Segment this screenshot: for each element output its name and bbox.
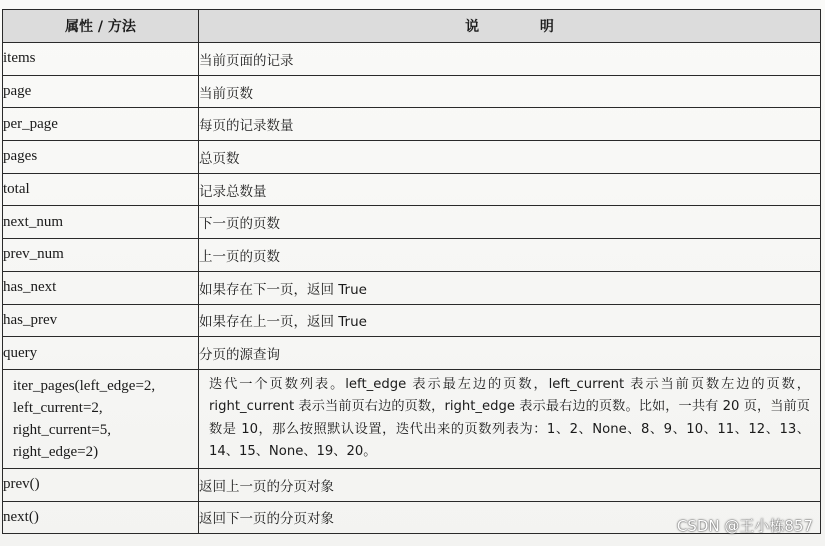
table-row bbox=[3, 43, 821, 76]
row-description: 上一页的页数 bbox=[199, 239, 821, 272]
table-row bbox=[3, 108, 821, 141]
row-description: 如果存在上一页，返回 True bbox=[199, 304, 821, 337]
row-description: 下一页的页数 bbox=[199, 206, 821, 239]
row-property: page bbox=[3, 75, 199, 108]
row-description: 如果存在下一页，返回 True bbox=[199, 271, 821, 304]
table-row bbox=[3, 206, 821, 239]
header-description: 说 明 bbox=[199, 10, 821, 43]
table-header-row bbox=[3, 10, 821, 43]
table-row bbox=[3, 468, 821, 501]
table-row bbox=[3, 304, 821, 337]
row-property: has_prev bbox=[3, 304, 199, 337]
row-property: per_page bbox=[3, 108, 199, 141]
row-property: next() bbox=[3, 501, 199, 534]
row-description: 当前页数 bbox=[199, 75, 821, 108]
table-row bbox=[3, 173, 821, 206]
table-row bbox=[3, 271, 821, 304]
row-description: 迭代一个页数列表。left_edge 表示最左边的页数，left_current 表示当前页数左边的页数，right_current 表示当前页右边的页数，right_edge 表示最右边的页数。比如，一共有 20 页，当前页数是 10，那么按照默认设置，迭代出来的页数列表为：1、2、None、8、9、10、11、12、13、14、15、None、19、20。 bbox=[199, 369, 821, 468]
csdn-watermark: CSDN @王小栋857 bbox=[676, 517, 813, 535]
row-property: iter_pages(left_edge=2, left_current=2, right_current=5, right_edge=2) bbox=[3, 369, 199, 468]
row-description: 当前页面的记录 bbox=[199, 43, 821, 76]
row-description: 返回下一页的分页对象 bbox=[199, 501, 821, 534]
row-description: 分页的源查询 bbox=[199, 337, 821, 370]
row-property: prev_num bbox=[3, 239, 199, 272]
row-description: 返回上一页的分页对象 bbox=[199, 468, 821, 501]
table-row bbox=[3, 337, 821, 370]
row-description: 总页数 bbox=[199, 141, 821, 174]
row-property: query bbox=[3, 337, 199, 370]
row-property: pages bbox=[3, 141, 199, 174]
header-property-method: 属性 / 方法 bbox=[3, 10, 199, 43]
api-table bbox=[2, 9, 821, 534]
row-property: has_next bbox=[3, 271, 199, 304]
row-property: total bbox=[3, 173, 199, 206]
table-row bbox=[3, 369, 821, 468]
row-property: next_num bbox=[3, 206, 199, 239]
row-description: 记录总数量 bbox=[199, 173, 821, 206]
row-property: prev() bbox=[3, 468, 199, 501]
row-description: 每页的记录数量 bbox=[199, 108, 821, 141]
table-row bbox=[3, 239, 821, 272]
table-row bbox=[3, 141, 821, 174]
row-property: items bbox=[3, 43, 199, 76]
table-row bbox=[3, 75, 821, 108]
